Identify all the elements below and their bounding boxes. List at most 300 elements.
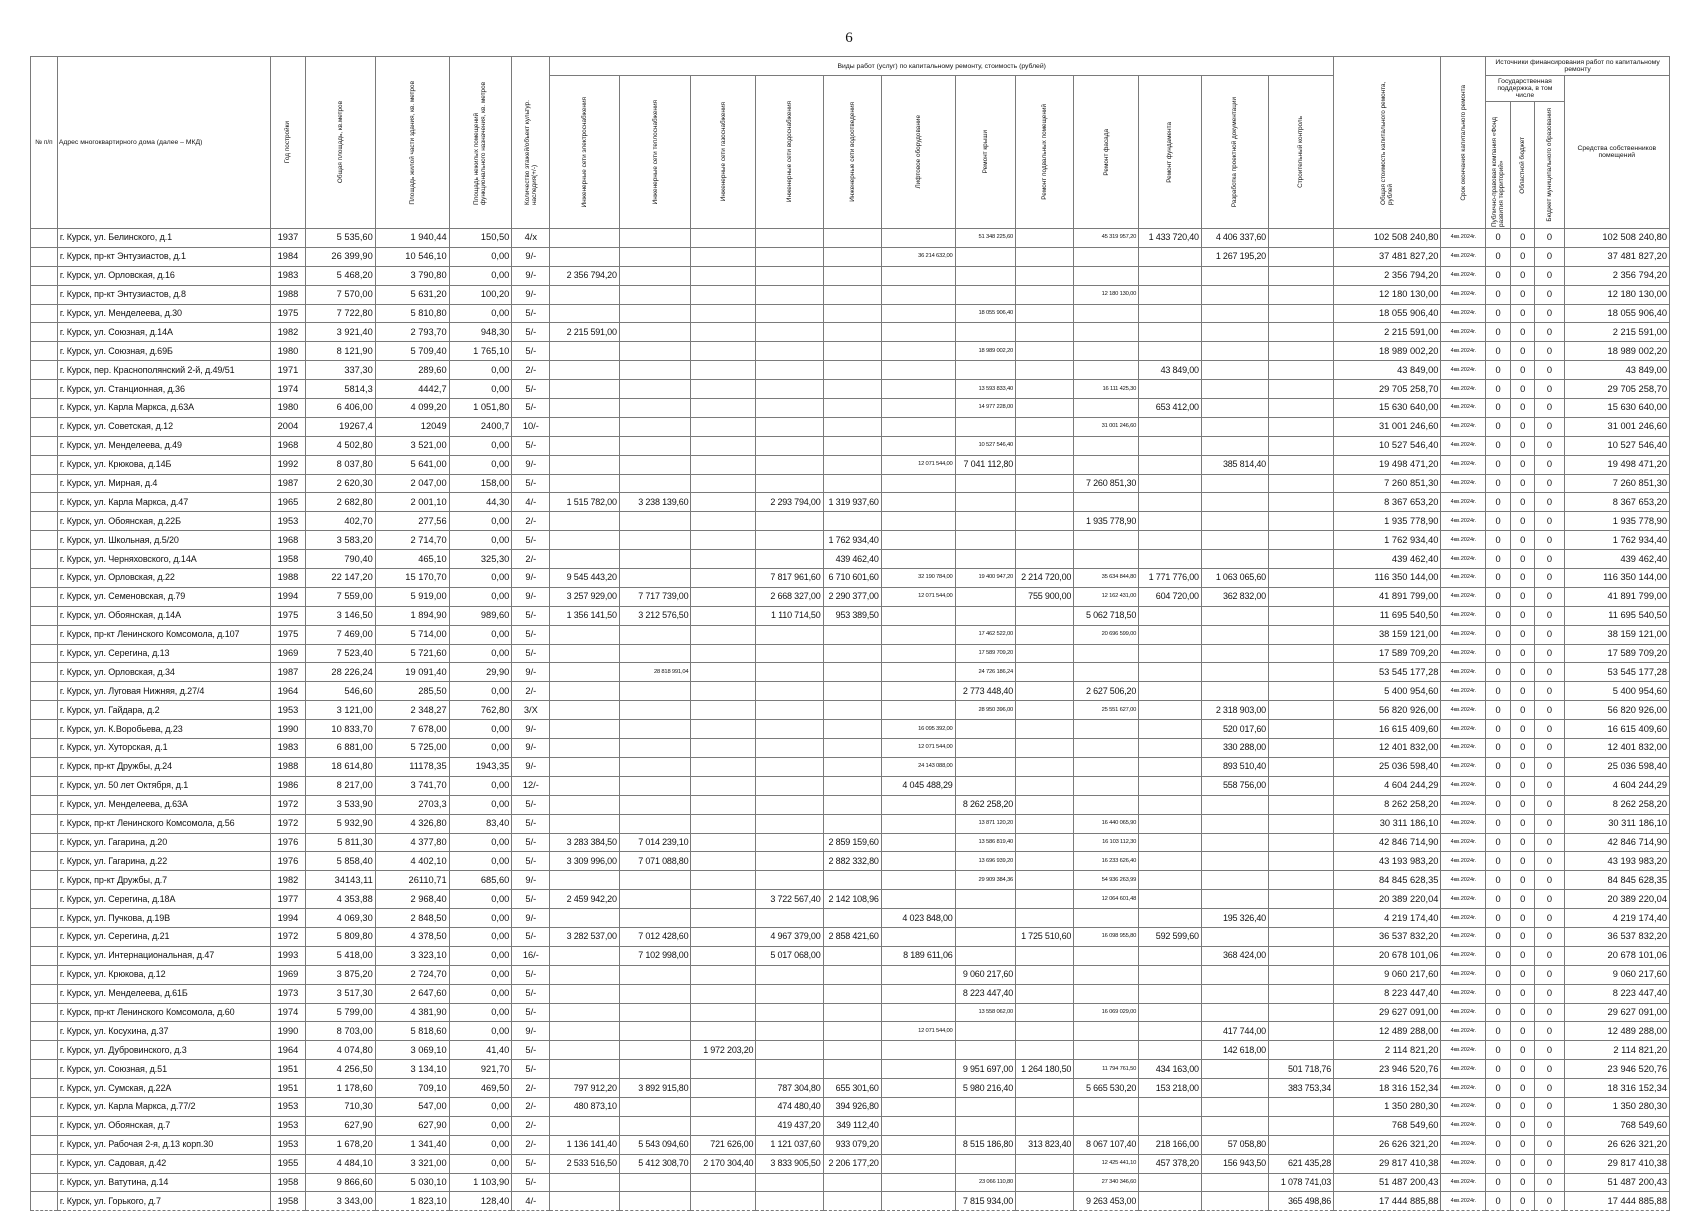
row-work-cost — [1201, 1097, 1268, 1116]
row-work-cost: 797 912,20 — [550, 1079, 619, 1098]
table-row — [31, 550, 1670, 569]
row-nonliving-area: 41,40 — [449, 1041, 512, 1060]
row-work-cost: 51 348 225,60 — [955, 229, 1015, 248]
row-work-cost — [1016, 342, 1074, 361]
row-work-cost — [823, 909, 881, 928]
row-work-cost — [955, 285, 1015, 304]
row-municipal: 0 — [1535, 361, 1564, 380]
row-work-cost — [1201, 474, 1268, 493]
row-work-cost: 1 121 037,60 — [756, 1135, 823, 1154]
row-work-cost — [1016, 720, 1074, 739]
row-year: 1988 — [270, 757, 306, 776]
row-living-area: 12049 — [375, 417, 449, 436]
row-work-cost — [1139, 1041, 1202, 1060]
row-floors: 5/- — [512, 474, 550, 493]
row-total-area: 2 620,30 — [306, 474, 375, 493]
row-work-cost — [1074, 795, 1139, 814]
row-total-area: 5 535,60 — [306, 229, 375, 248]
table-row — [31, 965, 1670, 984]
row-work-cost — [1201, 890, 1268, 909]
row-year: 1974 — [270, 380, 306, 399]
row-work-cost — [1268, 1135, 1333, 1154]
row-address: г. Курск, ул. Менделеева, д.63А — [57, 795, 270, 814]
table-row — [31, 417, 1670, 436]
row-work-cost — [823, 474, 881, 493]
row-municipal: 0 — [1535, 1041, 1564, 1060]
row-work-cost — [756, 984, 823, 1003]
row-work-cost — [619, 625, 691, 644]
row-work-cost — [1268, 304, 1333, 323]
row-work-cost — [955, 1097, 1015, 1116]
row-fund: 0 — [1486, 569, 1511, 588]
row-nonliving-area: 0,00 — [449, 1022, 512, 1041]
row-term: 4кв.2024г. — [1441, 1022, 1486, 1041]
row-work-cost — [756, 739, 823, 758]
row-work-cost — [823, 814, 881, 833]
row-work-cost: 5 062 718,50 — [1074, 606, 1139, 625]
row-nonliving-area: 0,00 — [449, 380, 512, 399]
row-work-cost — [691, 531, 756, 550]
row-work-cost — [1016, 1079, 1074, 1098]
row-living-area: 5 818,60 — [375, 1022, 449, 1041]
row-work-cost — [823, 984, 881, 1003]
row-work-cost: 313 823,40 — [1016, 1135, 1074, 1154]
row-number — [31, 776, 58, 795]
row-floors: 5/- — [512, 1003, 550, 1022]
row-work-cost — [1268, 436, 1333, 455]
row-regional: 0 — [1510, 323, 1535, 342]
row-floors: 5/- — [512, 399, 550, 418]
row-work-cost — [691, 644, 756, 663]
row-total-cost: 30 311 186,10 — [1334, 814, 1441, 833]
row-work-cost: 24 143 088,00 — [881, 757, 955, 776]
row-total-cost: 439 462,40 — [1334, 550, 1441, 569]
row-nonliving-area: 44,30 — [449, 493, 512, 512]
row-municipal: 0 — [1535, 833, 1564, 852]
row-work-cost: 16 095 392,00 — [881, 720, 955, 739]
row-number — [31, 361, 58, 380]
row-work-cost — [691, 795, 756, 814]
row-living-area: 2 647,60 — [375, 984, 449, 1003]
row-work-cost — [1268, 550, 1333, 569]
row-work-cost — [955, 757, 1015, 776]
row-work-cost — [1268, 531, 1333, 550]
row-year: 1994 — [270, 587, 306, 606]
row-living-area: 1 341,40 — [375, 1135, 449, 1154]
row-year: 1964 — [270, 1041, 306, 1060]
row-work-cost — [691, 587, 756, 606]
row-fund: 0 — [1486, 701, 1511, 720]
row-address: г. Курск, ул. К.Воробьева, д.23 — [57, 720, 270, 739]
row-fund: 0 — [1486, 399, 1511, 418]
row-work-cost — [691, 493, 756, 512]
row-municipal: 0 — [1535, 304, 1564, 323]
row-living-area: 3 521,00 — [375, 436, 449, 455]
row-address: г. Курск, ул. Гагарина, д.20 — [57, 833, 270, 852]
row-fund: 0 — [1486, 814, 1511, 833]
row-work-cost — [1139, 1003, 1202, 1022]
row-work-cost — [691, 474, 756, 493]
row-living-area: 547,00 — [375, 1097, 449, 1116]
row-work-cost — [881, 380, 955, 399]
row-term: 4кв.2024г. — [1441, 909, 1486, 928]
row-municipal: 0 — [1535, 1079, 1564, 1098]
row-number — [31, 550, 58, 569]
row-work-cost — [691, 909, 756, 928]
row-work-cost — [1268, 323, 1333, 342]
row-work-cost — [955, 739, 1015, 758]
col-work-water: Инженерные сети водоснабжения — [756, 76, 823, 229]
row-work-cost: 2 858 421,60 — [823, 927, 881, 946]
row-work-cost — [1268, 776, 1333, 795]
row-municipal: 0 — [1535, 946, 1564, 965]
row-year: 1953 — [270, 1116, 306, 1135]
row-work-cost — [1201, 550, 1268, 569]
works-group-header: Виды работ (услуг) по капитальному ремонту, стоимость (рублей) — [550, 57, 1334, 76]
row-work-cost — [550, 757, 619, 776]
row-fund: 0 — [1486, 380, 1511, 399]
row-nonliving-area: 1 051,80 — [449, 399, 512, 418]
row-owners: 16 615 409,60 — [1564, 720, 1669, 739]
row-total-area: 4 256,50 — [306, 1060, 375, 1079]
row-work-cost — [823, 682, 881, 701]
row-work-cost: 2 206 177,20 — [823, 1154, 881, 1173]
row-work-cost — [1016, 266, 1074, 285]
row-work-cost — [823, 1041, 881, 1060]
row-nonliving-area: 0,00 — [449, 1003, 512, 1022]
row-floors: 9/- — [512, 739, 550, 758]
row-work-cost — [1201, 304, 1268, 323]
row-nonliving-area: 83,40 — [449, 814, 512, 833]
row-living-area: 4 381,90 — [375, 1003, 449, 1022]
row-total-cost: 1 350 280,30 — [1334, 1097, 1441, 1116]
row-work-cost: 1 433 720,40 — [1139, 229, 1202, 248]
row-fund: 0 — [1486, 871, 1511, 890]
table-row — [31, 776, 1670, 795]
row-work-cost — [881, 795, 955, 814]
row-address: г. Курск, ул. Рабочая 2-я, д.13 корп.30 — [57, 1135, 270, 1154]
row-work-cost — [550, 1003, 619, 1022]
row-nonliving-area: 921,70 — [449, 1060, 512, 1079]
row-work-cost: 7 260 851,30 — [1074, 474, 1139, 493]
row-municipal: 0 — [1535, 720, 1564, 739]
row-work-cost: 218 166,00 — [1139, 1135, 1202, 1154]
row-address: г. Курск, ул. Садовая, д.42 — [57, 1154, 270, 1173]
table-row — [31, 720, 1670, 739]
row-work-cost: 721 626,00 — [691, 1135, 756, 1154]
row-work-cost: 349 112,40 — [823, 1116, 881, 1135]
row-work-cost — [691, 1079, 756, 1098]
row-work-cost — [955, 1116, 1015, 1135]
col-work-electric: Инженерные сети электроснабжения — [550, 76, 619, 229]
row-total-cost: 12 489 288,00 — [1334, 1022, 1441, 1041]
row-regional: 0 — [1510, 304, 1535, 323]
row-regional: 0 — [1510, 701, 1535, 720]
row-floors: 9/- — [512, 569, 550, 588]
row-work-cost — [1139, 682, 1202, 701]
row-work-cost — [756, 625, 823, 644]
row-work-cost: 2 459 942,20 — [550, 890, 619, 909]
row-living-area: 2 714,70 — [375, 531, 449, 550]
row-number — [31, 795, 58, 814]
row-work-cost — [955, 512, 1015, 531]
row-number — [31, 757, 58, 776]
row-total-cost: 17 589 709,20 — [1334, 644, 1441, 663]
row-work-cost: 14 977 228,00 — [955, 399, 1015, 418]
row-term: 4кв.2024г. — [1441, 946, 1486, 965]
row-owners: 18 989 002,20 — [1564, 342, 1669, 361]
table-row — [31, 436, 1670, 455]
row-number — [31, 720, 58, 739]
row-work-cost — [881, 1192, 955, 1211]
row-floors: 5/- — [512, 644, 550, 663]
row-total-area: 546,60 — [306, 682, 375, 701]
row-work-cost — [1201, 512, 1268, 531]
row-total-cost: 15 630 640,00 — [1334, 399, 1441, 418]
row-total-cost: 4 219 174,40 — [1334, 909, 1441, 928]
row-work-cost — [691, 871, 756, 890]
row-nonliving-area: 0,00 — [449, 927, 512, 946]
row-work-cost — [691, 569, 756, 588]
row-number — [31, 1135, 58, 1154]
row-number — [31, 1192, 58, 1211]
row-work-cost: 12 425 441,10 — [1074, 1154, 1139, 1173]
row-regional: 0 — [1510, 1116, 1535, 1135]
table-row — [31, 833, 1670, 852]
row-work-cost — [1139, 380, 1202, 399]
row-fund: 0 — [1486, 927, 1511, 946]
row-work-cost: 11 794 761,50 — [1074, 1060, 1139, 1079]
row-work-cost — [1139, 984, 1202, 1003]
row-fund: 0 — [1486, 720, 1511, 739]
row-work-cost — [1268, 1022, 1333, 1041]
row-living-area: 2 793,70 — [375, 323, 449, 342]
row-work-cost — [756, 436, 823, 455]
row-work-cost: 5 980 216,40 — [955, 1079, 1015, 1098]
row-owners: 19 498 471,20 — [1564, 455, 1669, 474]
row-floors: 3/X — [512, 701, 550, 720]
row-work-cost: 9 060 217,60 — [955, 965, 1015, 984]
row-work-cost: 2 170 304,40 — [691, 1154, 756, 1173]
row-work-cost — [1074, 436, 1139, 455]
row-work-cost — [881, 474, 955, 493]
row-work-cost — [550, 247, 619, 266]
row-work-cost — [955, 776, 1015, 795]
row-total-cost: 20 678 101,06 — [1334, 946, 1441, 965]
row-work-cost — [756, 795, 823, 814]
table-row — [31, 1135, 1670, 1154]
row-work-cost: 3 892 915,80 — [619, 1079, 691, 1098]
row-work-cost: 5 412 308,70 — [619, 1154, 691, 1173]
table-row — [31, 380, 1670, 399]
row-year: 1969 — [270, 644, 306, 663]
row-number — [31, 606, 58, 625]
row-work-cost — [619, 417, 691, 436]
row-work-cost — [1268, 965, 1333, 984]
row-work-cost — [1201, 814, 1268, 833]
row-work-cost — [550, 644, 619, 663]
row-total-area: 7 469,00 — [306, 625, 375, 644]
row-owners: 2 114 821,20 — [1564, 1041, 1669, 1060]
row-work-cost — [1139, 285, 1202, 304]
row-owners: 17 589 709,20 — [1564, 644, 1669, 663]
row-number — [31, 587, 58, 606]
row-year: 1951 — [270, 1060, 306, 1079]
row-regional: 0 — [1510, 965, 1535, 984]
row-work-cost — [1201, 399, 1268, 418]
row-work-cost: 5 017 068,00 — [756, 946, 823, 965]
row-work-cost — [756, 663, 823, 682]
row-address: г. Курск, ул. Серегина, д.21 — [57, 927, 270, 946]
row-living-area: 4 402,10 — [375, 852, 449, 871]
row-work-cost — [1201, 644, 1268, 663]
row-nonliving-area: 2400,7 — [449, 417, 512, 436]
row-work-cost: 12 064 601,48 — [1074, 890, 1139, 909]
row-work-cost — [1201, 380, 1268, 399]
row-total-area: 3 343,00 — [306, 1192, 375, 1211]
row-number — [31, 493, 58, 512]
row-work-cost — [881, 927, 955, 946]
row-address: г. Курск, пр-кт Энтузиастов, д.8 — [57, 285, 270, 304]
row-work-cost: 3 833 905,50 — [756, 1154, 823, 1173]
header-row-1 — [31, 57, 1670, 76]
row-total-area: 5814,3 — [306, 380, 375, 399]
row-work-cost — [619, 266, 691, 285]
row-work-cost — [1074, 531, 1139, 550]
row-living-area: 5 721,60 — [375, 644, 449, 663]
row-fund: 0 — [1486, 550, 1511, 569]
row-work-cost: 2 668 327,00 — [756, 587, 823, 606]
row-year: 1982 — [270, 323, 306, 342]
row-regional: 0 — [1510, 984, 1535, 1003]
row-term: 4кв.2024г. — [1441, 1041, 1486, 1060]
row-work-cost — [881, 644, 955, 663]
row-nonliving-area: 100,20 — [449, 285, 512, 304]
row-work-cost: 787 304,80 — [756, 1079, 823, 1098]
row-owners: 18 316 152,34 — [1564, 1079, 1669, 1098]
row-address: г. Курск, ул. Союзная, д.51 — [57, 1060, 270, 1079]
row-work-cost — [691, 550, 756, 569]
row-floors: 4/x — [512, 229, 550, 248]
row-work-cost: 1 762 934,40 — [823, 531, 881, 550]
row-municipal: 0 — [1535, 644, 1564, 663]
row-work-cost: 3 282 537,00 — [550, 927, 619, 946]
row-work-cost — [691, 776, 756, 795]
row-term: 4кв.2024г. — [1441, 927, 1486, 946]
row-work-cost — [1268, 739, 1333, 758]
row-work-cost: 7 717 739,00 — [619, 587, 691, 606]
row-work-cost: 32 190 784,00 — [881, 569, 955, 588]
row-work-cost: 142 618,00 — [1201, 1041, 1268, 1060]
row-work-cost — [1074, 550, 1139, 569]
row-total-cost: 25 036 598,40 — [1334, 757, 1441, 776]
row-work-cost: 27 340 346,60 — [1074, 1173, 1139, 1192]
row-work-cost — [823, 776, 881, 795]
row-work-cost — [1016, 1116, 1074, 1135]
row-municipal: 0 — [1535, 739, 1564, 758]
row-work-cost: 12 071 544,00 — [881, 587, 955, 606]
row-work-cost — [1016, 871, 1074, 890]
row-work-cost — [691, 266, 756, 285]
row-municipal: 0 — [1535, 1003, 1564, 1022]
row-work-cost — [691, 436, 756, 455]
row-work-cost — [619, 229, 691, 248]
row-regional: 0 — [1510, 625, 1535, 644]
row-work-cost — [1268, 1116, 1333, 1135]
row-work-cost — [1074, 909, 1139, 928]
row-work-cost: 501 718,76 — [1268, 1060, 1333, 1079]
row-term: 4кв.2024г. — [1441, 984, 1486, 1003]
row-work-cost — [1268, 984, 1333, 1003]
row-work-cost — [1016, 531, 1074, 550]
row-owners: 84 845 628,35 — [1564, 871, 1669, 890]
row-nonliving-area: 0,00 — [449, 266, 512, 285]
row-work-cost — [955, 417, 1015, 436]
row-floors: 5/- — [512, 833, 550, 852]
row-work-cost — [619, 455, 691, 474]
row-work-cost — [550, 455, 619, 474]
row-work-cost — [619, 814, 691, 833]
row-work-cost — [691, 814, 756, 833]
row-nonliving-area: 0,00 — [449, 833, 512, 852]
row-work-cost: 7 817 961,60 — [756, 569, 823, 588]
row-work-cost: 2 773 448,40 — [955, 682, 1015, 701]
row-regional: 0 — [1510, 247, 1535, 266]
row-year: 1973 — [270, 984, 306, 1003]
row-work-cost: 365 498,86 — [1268, 1192, 1333, 1211]
table-row — [31, 531, 1670, 550]
row-municipal: 0 — [1535, 927, 1564, 946]
row-nonliving-area: 0,00 — [449, 1135, 512, 1154]
row-living-area: 2 968,40 — [375, 890, 449, 909]
row-term: 4кв.2024г. — [1441, 531, 1486, 550]
row-year: 1983 — [270, 739, 306, 758]
row-year: 1982 — [270, 871, 306, 890]
row-work-cost — [1268, 1097, 1333, 1116]
row-work-cost: 2 356 794,20 — [550, 266, 619, 285]
row-work-cost — [756, 1003, 823, 1022]
row-term: 4кв.2024г. — [1441, 1135, 1486, 1154]
row-number — [31, 455, 58, 474]
row-number — [31, 833, 58, 852]
row-regional: 0 — [1510, 361, 1535, 380]
row-work-cost — [955, 247, 1015, 266]
row-term: 4кв.2024г. — [1441, 229, 1486, 248]
row-regional: 0 — [1510, 644, 1535, 663]
row-work-cost — [1074, 757, 1139, 776]
row-work-cost — [1016, 474, 1074, 493]
row-fund: 0 — [1486, 795, 1511, 814]
row-work-cost — [1201, 833, 1268, 852]
row-work-cost — [756, 474, 823, 493]
row-floors: 5/- — [512, 890, 550, 909]
row-work-cost — [1139, 776, 1202, 795]
row-total-cost: 29 627 091,00 — [1334, 1003, 1441, 1022]
row-work-cost — [955, 1154, 1015, 1173]
row-floors: 5/- — [512, 304, 550, 323]
col-term: Срок окончания капитального ремонта — [1441, 57, 1486, 229]
row-work-cost — [1016, 380, 1074, 399]
row-regional: 0 — [1510, 569, 1535, 588]
row-total-area: 3 875,20 — [306, 965, 375, 984]
row-work-cost — [1268, 946, 1333, 965]
row-municipal: 0 — [1535, 663, 1564, 682]
row-work-cost: 434 163,00 — [1139, 1060, 1202, 1079]
row-total-area: 3 921,40 — [306, 323, 375, 342]
row-year: 1964 — [270, 682, 306, 701]
row-regional: 0 — [1510, 474, 1535, 493]
row-total-cost: 2 114 821,20 — [1334, 1041, 1441, 1060]
